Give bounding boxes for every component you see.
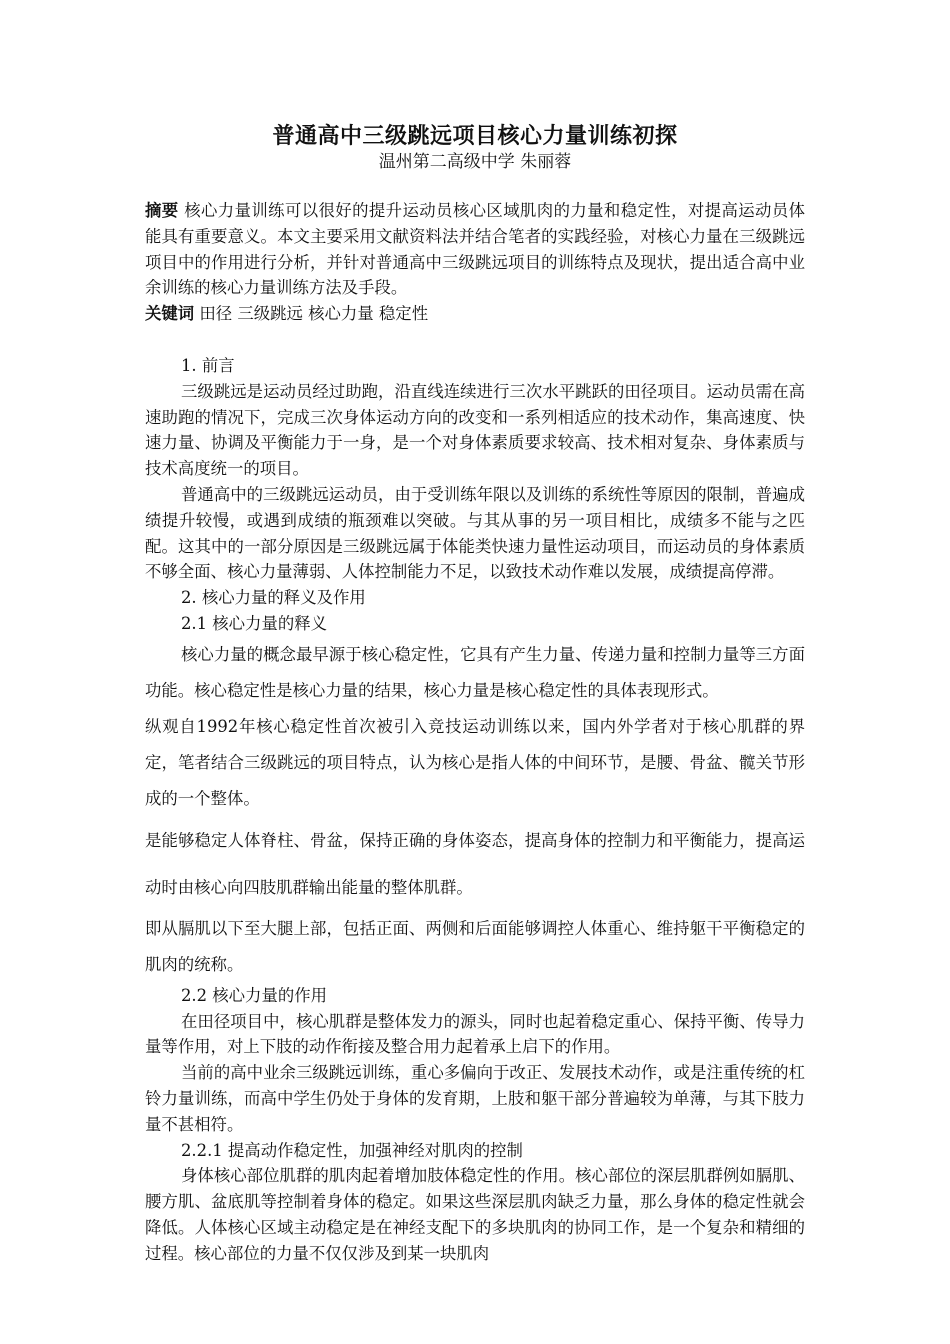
abstract-paragraph	[145, 198, 805, 301]
section-heading-2-2: 2.2 核心力量的作用	[181, 985, 328, 1005]
section-heading-2: 2. 核心力量的释义及作用	[181, 588, 366, 608]
section-heading-2-1: 2.1 核心力量的释义	[181, 613, 328, 633]
abstract-label: 摘要	[145, 201, 179, 220]
section-2-2-paragraph-1: 在田径项目中，核心肌群是整体发力的源头，同时也起着稳定重心、保持平衡、传导力量等作用，对上下肢的动作衔接及整合用力起着承上启下的作用。	[145, 1011, 805, 1057]
document-body	[145, 198, 805, 1267]
keywords-text: 田径 三级跳远 核心力量 稳定性	[194, 304, 429, 324]
section-1-paragraph-2: 普通高中的三级跳远运动员，由于受训练年限以及训练的系统性等原因的限制，普遍成绩提升较慢，或遇到成绩的瓶颈难以突破。与其从事的另一项目相比，成绩多不能与之匹配。这其中的一部分原因是三级跳远属于体能类快速力量性运动项目，而运动员的身体素质不够全面、核心力量薄弱、人体控制能力不足，以致技术动作难以发展，成绩提高停滞。	[145, 484, 805, 582]
keywords-label: 关键词	[145, 304, 195, 324]
section-2-1-paragraph-part-b: 纵观自1992年核心稳定性首次被引入竞技运动训练以来，国内外学者对于核心肌群的界定，笔者结合三级跳远的项目特点，认为核心是指人体的中间环节，是腰、骨盆、髋关节形成的一个整体。	[145, 716, 805, 808]
document-author: 温州第二高级中学 朱丽蓉	[378, 152, 572, 172]
section-2-1-paragraph-part-d: 即从膈肌以下至大腿上部，包括正面、两侧和后面能够调控人体重心、维持躯干平衡稳定的肌肉的统称。	[145, 918, 805, 974]
section-2-2-paragraph-2: 当前的高中业余三级跳远训练，重心多偏向于改正、发展技术动作，或是注重传统的杠铃力量训练，而高中学生仍处于身体的发育期，上肢和躯干部分普遍较为单薄，与其下肢力量不甚相符。	[145, 1063, 805, 1134]
section-1-paragraph-1: 三级跳远是运动员经过助跑，沿直线连续进行三次水平跳跃的田径项目。运动员需在高速助跑的情况下，完成三次身体运动方向的改变和一系列相适应的技术动作，集高速度、快速力量、协调及平衡能力于一身，是一个对身体素质要求较高、技术相对复杂、身体素质与技术高度统一的项目。	[145, 381, 805, 479]
spacer	[145, 327, 805, 353]
section-heading-1: 1. 前言	[181, 355, 235, 375]
section-2-1-paragraph-part-c: 是能够稳定人体脊柱、骨盆，保持正确的身体姿态，提高身体的控制力和平衡能力，提高运动时由核心向四肢肌群输出能量的整体肌群。	[145, 830, 805, 897]
document-title: 普通高中三级跳远项目核心力量训练初探	[272, 123, 678, 149]
section-2-2-1-paragraph-1: 身体核心部位肌群的肌肉起着增加肢体稳定性的作用。核心部位的深层肌群例如膈肌、腰方肌、盆底肌等控制着身体的稳定。如果这些深层肌肉缺乏力量，那么身体的稳定性就会降低。人体核心区域主动稳定是在神经支配下的多块肌肉的协同工作，是一个复杂和精细的过程。核心部位的力量不仅仅涉及到某一块肌肉	[145, 1166, 805, 1263]
section-2-1-paragraph-part-a: 核心力量的概念最早源于核心稳定性，它具有产生力量、传递力量和控制力量等三方面功能。核心稳定性是核心力量的结果，核心力量是核心稳定性的具体表现形式。	[145, 644, 805, 700]
abstract-text: 核心力量训练可以很好的提升运动员核心区域肌肉的力量和稳定性，对提高运动员体能具有重要意义。本文主要采用文献资料法并结合笔者的实践经验，对核心力量在三级跳远项目中的作用进行分析，并针对普通高中三级跳远项目的训练特点及现状，提出适合高中业余训练的核心力量训练方法及手段。	[145, 201, 806, 298]
section-heading-2-2-1: 2.2.1 提高动作稳定性，加强神经对肌肉的控制	[181, 1140, 523, 1160]
keywords-paragraph	[145, 301, 805, 327]
